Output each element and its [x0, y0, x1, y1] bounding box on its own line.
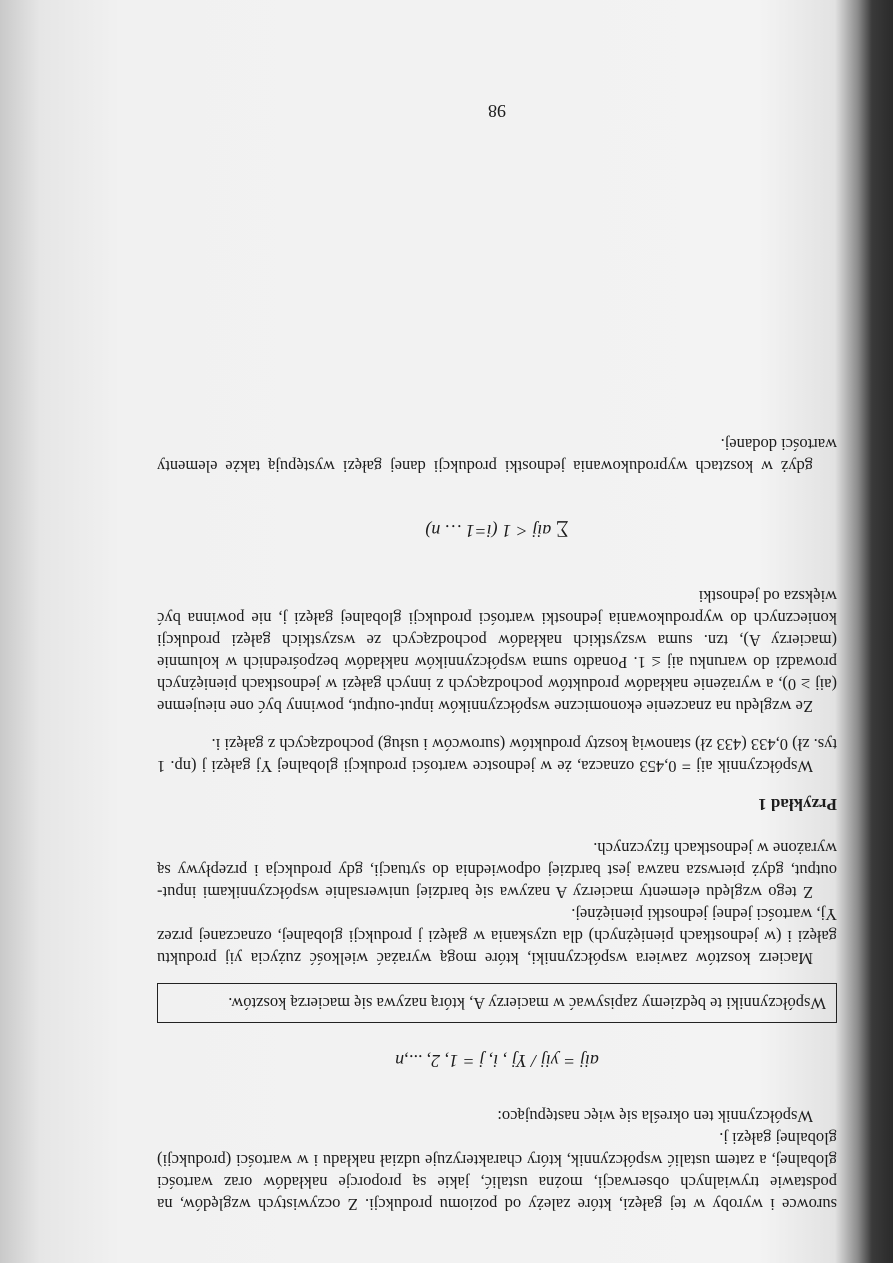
example-heading: Przykład 1	[758, 795, 837, 814]
paragraph-6: Ze względu na znaczenie ekonomiczne współczynników input-output, powinny być one nieujemne (aij ≥ 0), a wyrażenie nakładów produktów pochodzących z innych gałęzi w jednostkach pieniężnych prowadzi do warunku aij ≤ 1. Ponadto suma współczynników nakładów bezpośrednich w kolumnie (macierzy A), tzn. suma wszystkich nakładów pochodzących ze wszystkich gałęzi produkcji koniecznych do wyprodukowania jednostki wartości produkcji globalnej gałęzi j, nie powinna być większa od jednostki	[157, 587, 837, 716]
formula-aij: aij = yij / Yj , i, j = 1, 2, ...,n	[395, 1051, 599, 1071]
paragraph-2: Współczynnik ten określa się więc następująco:	[497, 1107, 813, 1126]
page-number: 98	[488, 101, 506, 121]
paragraph-7: gdyż w kosztach wyprodukowania jednostki produkcji danej gałęzi występują także elementy wartości dodanej.	[157, 435, 837, 476]
paragraph-5: Współczynnik aij = 0,453 oznacza, że w jednostce wartości produkcji globalnej Yj gałęzi j (np. 1 tys. zł) 0,433 (433 zł) stanowią koszty produktów (surowców i usług) pochodzących z gałęzi i.	[157, 735, 837, 776]
paragraph-4: Z tego względu elementy macierzy A nazywa się bardziej uniwersalnie współczynnikami input-output, gdyż pierwsza nazwa jest bardziej odpowiednia do sytuacji, gdy produkcja i przepływy są wyrażone w jednostkach fizycznych.	[157, 839, 837, 902]
sum-formula: ∑ aij < 1 (i=1 … n)	[425, 521, 569, 541]
page-content	[157, 433, 837, 1215]
definition-box: Współczynniki te będziemy zapisywać w macierzy A, którą nazywa się macierzą kosztów.	[157, 983, 837, 1023]
paragraph-1: surowce i wyroby w tej gałęzi, które zależy od poziomu produkcji. Z oczywistych względów, na podstawie trywialnych obserwacji, można ustalić, jakie są proporcje nakładów oraz wartości globalnej, a zatem ustalić współczynnik, który charakteryzuje udział nakładu i w wartości (produkcji) globalnej gałęzi j.	[157, 1129, 837, 1214]
paragraph-3: Macierz kosztów zawiera współczynniki, które mogą wyrażać wielkość zużycia yij produktu gałęzi i (w jednostkach pieniężnych) dla uzyskania w gałęzi j produkcji globalnej, oznaczanej przez Yj, wartości jednej jednostki pieniężnej.	[157, 905, 837, 968]
